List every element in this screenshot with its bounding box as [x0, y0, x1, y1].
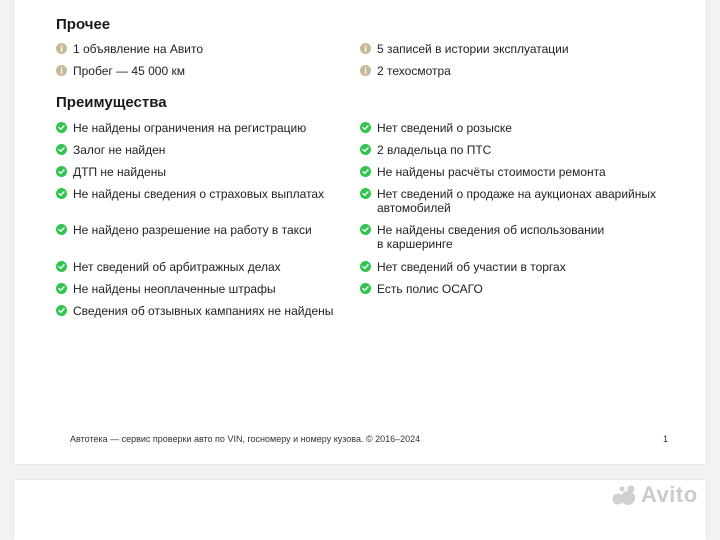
- other-item: [56, 64, 346, 78]
- advantage-item-label: ДТП не найдены: [73, 165, 166, 179]
- check-icon: [56, 166, 67, 177]
- advantage-item-label: Не найдены расчёты стоимости ремонта: [377, 165, 606, 179]
- info-icon: [360, 65, 371, 76]
- avito-logo-icon: [612, 484, 638, 506]
- info-icon: [56, 65, 67, 76]
- check-icon: [56, 122, 67, 133]
- other-item-label: Пробег — 45 000 км: [73, 64, 185, 78]
- advantage-item: [56, 304, 346, 318]
- advantage-item: [360, 143, 650, 157]
- advantage-item-label: Не найдены неоплаченные штрафы: [73, 282, 276, 296]
- advantage-item: [360, 282, 650, 296]
- section-title-other: Прочее: [56, 16, 111, 33]
- advantage-item: [360, 260, 650, 274]
- advantage-item: [360, 187, 660, 215]
- advantage-item: [360, 223, 610, 251]
- check-icon: [360, 188, 371, 199]
- check-icon: [360, 144, 371, 155]
- check-icon: [56, 261, 67, 272]
- advantage-item-label: 2 владельца по ПТС: [377, 143, 492, 157]
- other-item: [56, 42, 346, 56]
- other-item-label: 5 записей в истории эксплуатации: [377, 42, 569, 56]
- other-item: [360, 64, 650, 78]
- check-icon: [56, 283, 67, 294]
- info-icon: [360, 43, 371, 54]
- other-item: [360, 42, 650, 56]
- watermark-text: Avito: [641, 482, 698, 507]
- check-icon: [360, 224, 371, 235]
- report-page: [14, 0, 706, 464]
- advantage-item-label: Есть полис ОСАГО: [377, 282, 483, 296]
- advantage-item: [360, 121, 650, 135]
- advantage-item-label: Не найдены сведения об использовании в каршеринге: [377, 223, 605, 251]
- advantage-item-label: Нет сведений об участии в торгах: [377, 260, 566, 274]
- check-icon: [360, 261, 371, 272]
- advantage-item: [56, 260, 346, 274]
- page-number: 1: [662, 434, 668, 444]
- advantage-item-label: Нет сведений об арбитражных делах: [73, 260, 281, 274]
- advantage-item-label: Не найдено разрешение на работу в такси: [73, 223, 312, 237]
- advantage-item-label: Не найдены сведения о страховых выплатах: [73, 187, 325, 201]
- other-item-label: 2 техосмотра: [377, 64, 451, 78]
- footer-text: Автотека — сервис проверки авто по VIN, госномеру и номеру кузова. © 2016–2024: [70, 434, 421, 444]
- other-item-label: 1 объявление на Авито: [73, 42, 204, 56]
- advantage-item: [360, 165, 650, 179]
- check-icon: [56, 188, 67, 199]
- next-page: [14, 480, 706, 540]
- check-icon: [56, 305, 67, 316]
- advantage-item: [56, 187, 346, 201]
- check-icon: [56, 224, 67, 235]
- advantage-item: [56, 223, 346, 237]
- check-icon: [360, 166, 371, 177]
- advantage-item: [56, 165, 346, 179]
- advantage-item: [56, 143, 346, 157]
- check-icon: [360, 283, 371, 294]
- advantage-item: [56, 121, 346, 135]
- section-title-advantages: Преимущества: [56, 94, 167, 111]
- check-icon: [360, 122, 371, 133]
- check-icon: [56, 144, 67, 155]
- info-icon: [56, 43, 67, 54]
- advantage-item-label: Не найдены ограничения на регистрацию: [73, 121, 307, 135]
- advantage-item-label: Нет сведений о розыске: [377, 121, 512, 135]
- advantage-item-label: Залог не найден: [73, 143, 166, 157]
- advantage-item: [56, 282, 346, 296]
- avito-watermark: [612, 482, 698, 508]
- advantage-item-label: Нет сведений о продаже на аукционах аварийных автомобилей: [377, 187, 656, 215]
- advantage-item-label: Сведения об отзывных кампаниях не найдены: [73, 304, 334, 318]
